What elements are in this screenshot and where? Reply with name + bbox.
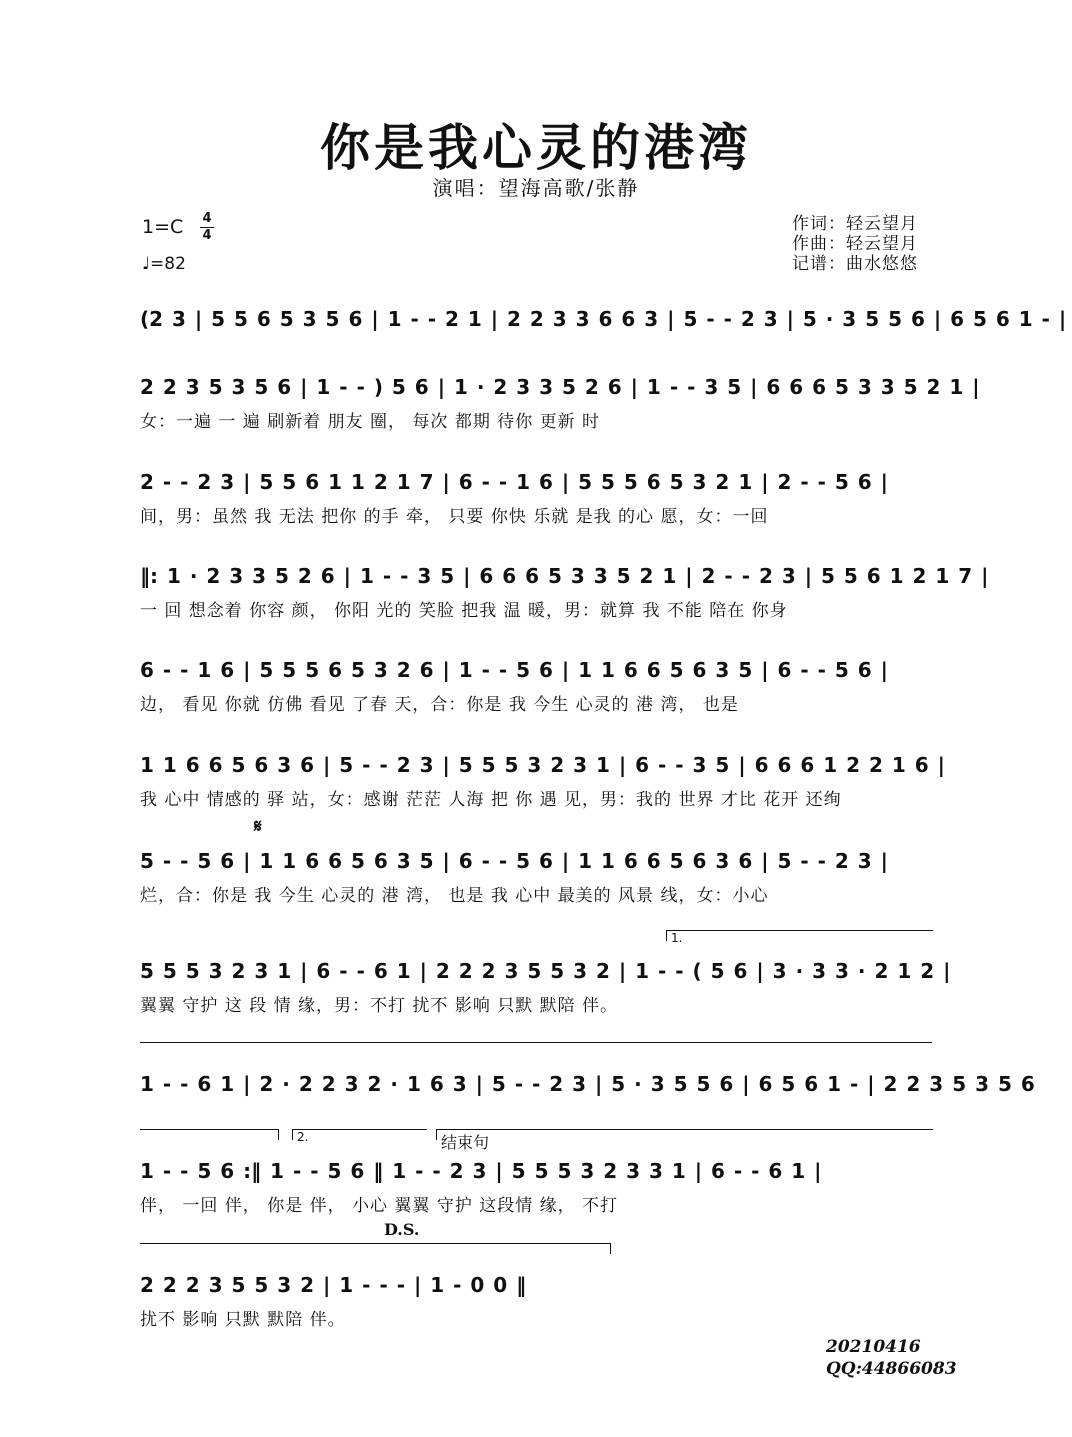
notes-line: 5 - - 5 6 | 1 1 6 6 5 6 3 5 | 6 - - 5 6 | 1 1 6 6 5 6 3 6 | 5 - - 2 3 | xyxy=(140,849,888,873)
ending-phrase-label: 结束句 xyxy=(441,1133,490,1152)
dal-segno-mark: D.S. xyxy=(384,1220,420,1239)
lyrics-line: 伴， 一回 伴， 你是 伴， 小心 翼翼 守护 这段情 缘， 不打 xyxy=(140,1196,619,1216)
lyrics-line: 边， 看见 你就 仿佛 看见 了春 天，合：你是 我 今生 心灵的 港 湾， 也是 xyxy=(140,695,739,715)
song-title: 你是我心灵的港湾 xyxy=(320,118,752,177)
second-ending-label: 2. xyxy=(297,1130,309,1144)
date-stamp: 20210416 xyxy=(826,1337,921,1357)
notes-line: 5 5 5 3 2 3 1 | 6 - - 6 1 | 2 2 2 3 5 5 3 2 | 1 - - ( 5 6 | 3 · 3 3 · 2 1 2 | xyxy=(140,959,951,983)
notes-line: (2 3 | 5 5 6 5 3 5 6 | 1 - - 2 1 | 2 2 3 3 6 6 3 | 5 - - 2 3 | 5 · 3 5 5 6 | 6 5 6 1 - | xyxy=(140,307,1067,331)
first-ending-label: 1. xyxy=(671,931,683,945)
qq-contact: QQ:44866083 xyxy=(826,1359,957,1379)
transcriber: 记谱：曲水悠悠 xyxy=(792,254,918,274)
lyrics-line: 间，男：虽然 我 无法 把你 的手 牵， 只要 你快 乐就 是我 的心 愿，女：一回 xyxy=(140,507,769,527)
final-bracket xyxy=(140,1243,611,1254)
second-ending-bracket xyxy=(292,1129,427,1144)
footer xyxy=(826,1336,957,1380)
time-signature xyxy=(200,212,214,243)
notes-line: 1 1 6 6 5 6 3 6 | 5 - - 2 3 | 5 5 5 3 2 3 1 | 6 - - 3 5 | 6 6 6 1 2 2 1 6 | xyxy=(140,753,945,777)
lyrics-line: 女：一遍 一 遍 刷新着 朋友 圈， 每次 都期 待你 更新 时 xyxy=(140,412,601,432)
segno-sign: 𝄋 xyxy=(254,816,262,837)
composer: 作曲：轻云望月 xyxy=(792,234,918,254)
key-signature: 1=C xyxy=(142,216,184,238)
lyricist: 作词：轻云望月 xyxy=(792,214,918,234)
notes-line: 1 - - 6 1 | 2 · 2 2 3 2 · 1 6 3 | 5 - - 2 3 | 5 · 3 5 5 6 | 6 5 6 1 - | 2 2 3 5 3 5 6 xyxy=(140,1072,1035,1096)
notes-line: 6 - - 1 6 | 5 5 5 6 5 3 2 6 | 1 - - 5 6 | 1 1 6 6 5 6 3 5 | 6 - - 5 6 | xyxy=(140,658,888,682)
lyrics-line: 烂，合：你是 我 今生 心灵的 港 湾， 也是 我 心中 最美的 风景 线，女：小心 xyxy=(140,886,769,906)
lyrics-line: 一 回 想念着 你容 颜， 你阳 光的 笑脸 把我 温 暖，男：就算 我 不能 陪在 你身 xyxy=(140,601,788,621)
tempo-marking: ♩=82 xyxy=(142,254,186,274)
first-ending-bracket xyxy=(666,930,933,945)
credits xyxy=(792,214,918,274)
performer-line: 演唱：望海高歌/张静 xyxy=(432,176,640,200)
lyrics-line: 扰不 影响 只默 默陪 伴。 xyxy=(140,1310,346,1330)
notes-line: 2 - - 2 3 | 5 5 6 1 1 2 1 7 | 6 - - 1 6 | 5 5 5 6 5 3 2 1 | 2 - - 5 6 | xyxy=(140,470,888,494)
notes-line: ‖: 1 · 2 3 3 5 2 6 | 1 - - 3 5 | 6 6 6 5 3 3 5 2 1 | 2 - - 2 3 | 5 5 6 1 2 1 7 | xyxy=(140,564,989,588)
time-denominator: 4 xyxy=(202,228,212,243)
coda-bracket xyxy=(436,1129,933,1140)
notes-line: 2 2 3 5 3 5 6 | 1 - - ) 5 6 | 1 · 2 3 3 5 2 6 | 1 - - 3 5 | 6 6 6 5 3 3 5 2 1 | xyxy=(140,375,980,399)
first-ending-end xyxy=(140,1129,279,1140)
lyrics-line: 我 心中 情感的 驿 站，女：感谢 茫茫 人海 把 你 遇 见，男：我的 世界 才比 花开 还绚 xyxy=(140,790,842,810)
first-ending-continuation xyxy=(140,1042,932,1053)
time-numerator: 4 xyxy=(202,211,212,226)
lyrics-line: 翼翼 守护 这 段 情 缘，男：不打 扰不 影响 只默 默陪 伴。 xyxy=(140,996,619,1016)
notes-line: 2 2 2 3 5 5 3 2 | 1 - - - | 1 - 0 0 ‖ xyxy=(140,1273,527,1297)
notes-line: 1 - - 5 6 :‖ 1 - - 5 6 ‖ 1 - - 2 3 | 5 5 5 3 2 3 3 1 | 6 - - 6 1 | xyxy=(140,1159,822,1183)
